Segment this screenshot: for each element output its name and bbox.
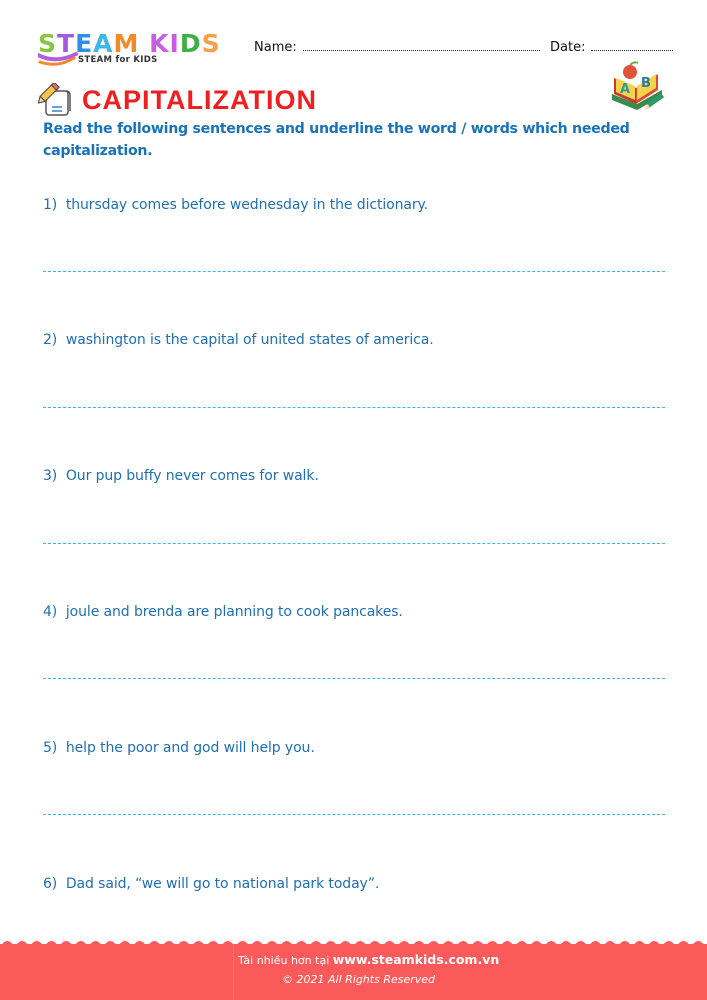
logo-letter: A [93,29,114,58]
question-1 [43,197,428,213]
answer-line-4[interactable] [43,678,665,679]
instructions-text: Read the following sentences and underline the word / words which needed capitalization. [43,121,630,159]
title-row [38,83,317,117]
logo-letter: E [75,29,94,58]
answer-line-1[interactable] [43,271,665,272]
question-text: washington is the capital of united states of america. [65,332,434,348]
question-text: thursday comes before wednesday in the dictionary. [65,197,429,213]
logo-letter: T [57,29,76,58]
logo-letter: S [38,29,58,58]
question-4 [43,604,403,620]
footer-download-text [238,952,499,967]
question-text: help the poor and god will help you. [65,740,315,756]
question-number: 2) [43,332,58,348]
question-text: Our pup buffy never comes for walk. [65,468,319,484]
answer-line-5[interactable] [43,814,665,815]
question-number: 6) [43,876,58,892]
question-number: 5) [43,740,58,756]
page-title: CAPITALIZATION [82,84,317,115]
svg-text:B: B [641,76,651,91]
answer-line-3[interactable] [43,543,665,544]
footer-url-link[interactable]: www.steamkids.com.vn [332,952,500,967]
question-6 [43,876,379,892]
logo-letter: K [149,29,170,58]
logo-letter: M [113,29,140,58]
logo-letter: I [169,29,180,58]
footer-prefix: Tài nhiều hơn tại [238,954,333,967]
svg-text:A: A [620,82,631,97]
name-blank[interactable] [303,41,540,51]
logo-letter: S [201,29,221,58]
pencil-paper-icon [38,83,74,117]
question-number: 3) [43,468,58,484]
date-blank[interactable] [591,41,673,51]
logo-letter: D [179,29,202,58]
question-3 [43,468,319,484]
logo-subtitle: STEAM for KIDS [78,55,158,65]
date-label: Date: [550,40,586,55]
steam-kids-logo [38,30,238,72]
question-text: joule and brenda are planning to cook pancakes. [65,604,403,620]
footer-copyright: © 2021 All Rights Reserved [282,973,436,986]
logo-swoosh-icon [38,52,78,68]
question-number: 1) [43,197,58,213]
question-2 [43,332,434,348]
name-field[interactable] [254,40,540,55]
footer [0,944,707,1000]
question-5 [43,740,315,756]
logo-letter [139,29,149,58]
ab-book-apple-icon [608,60,666,116]
footer-divider [233,944,234,1000]
name-label: Name: [254,40,297,55]
answer-line-2[interactable] [43,407,665,408]
question-text: Dad said, “we will go to national park today”. [65,876,380,892]
date-field[interactable] [550,40,673,55]
question-number: 4) [43,604,58,620]
